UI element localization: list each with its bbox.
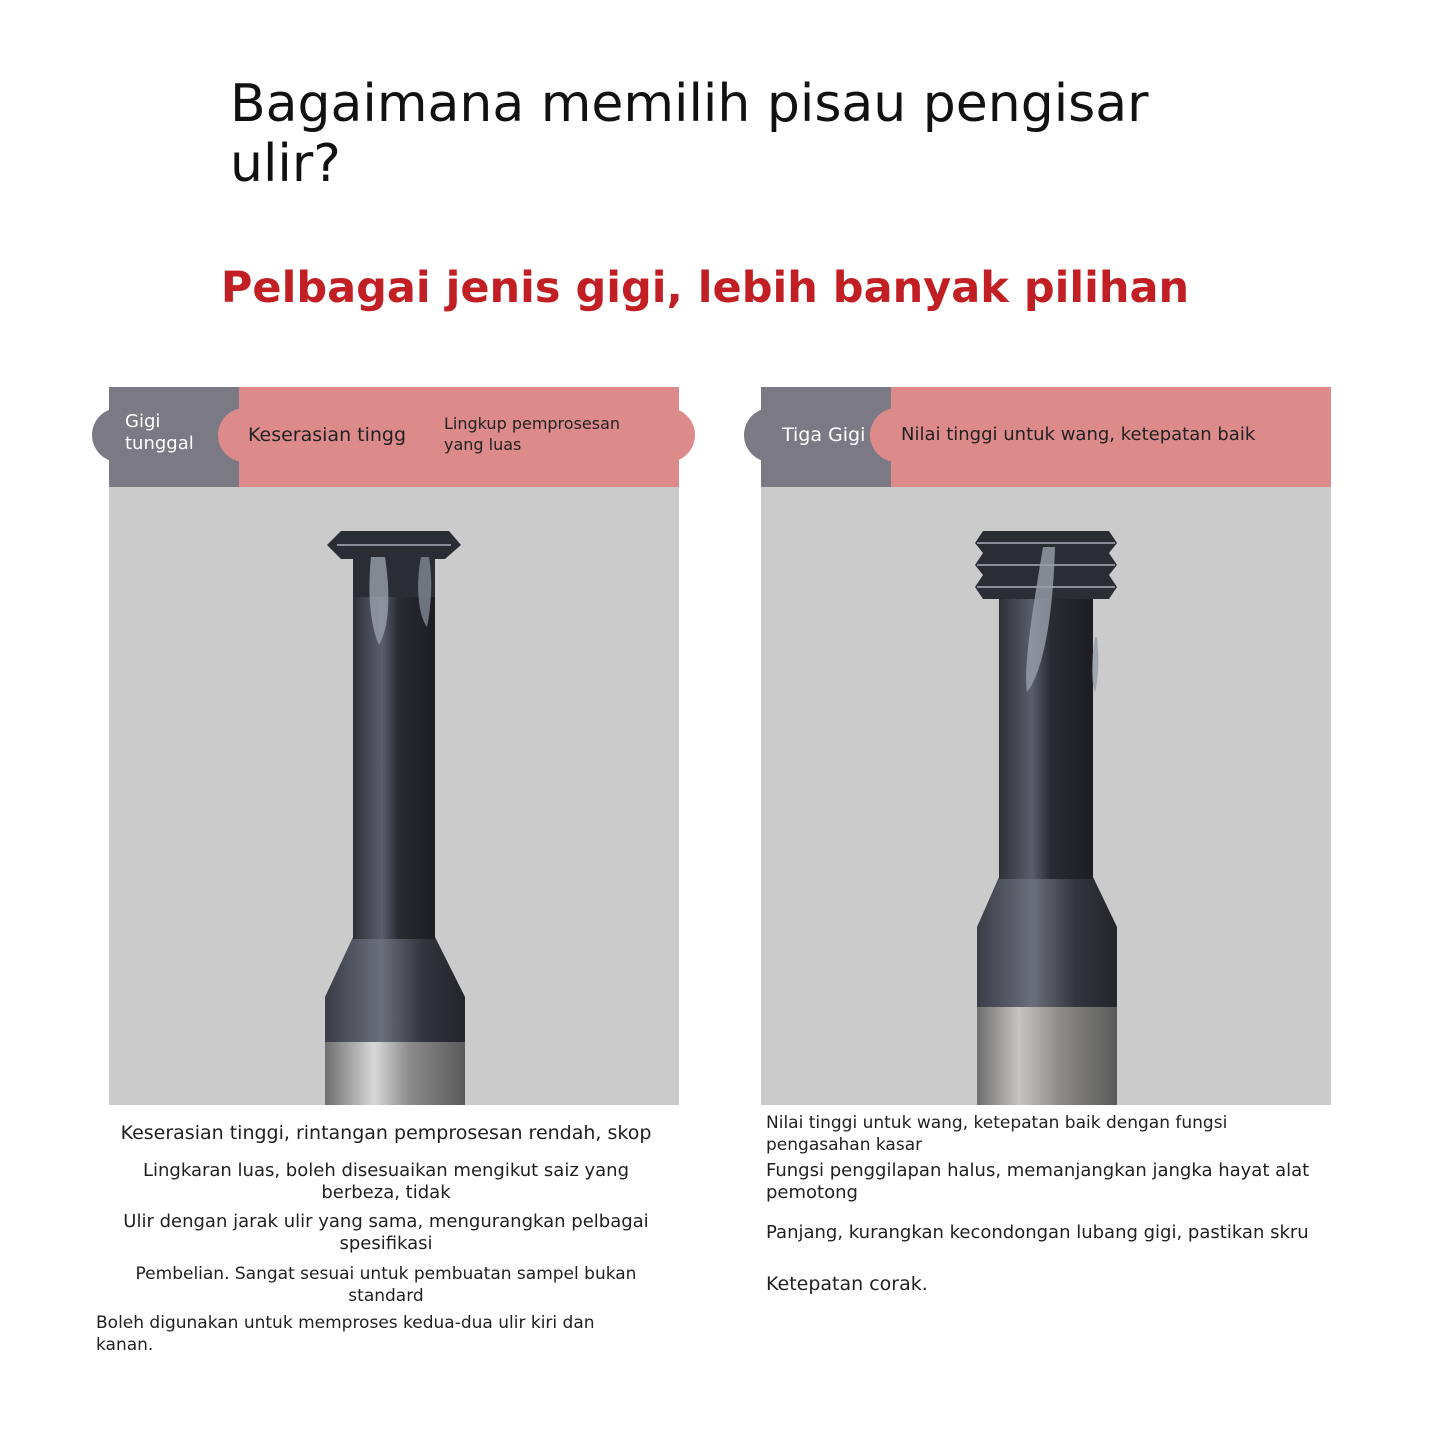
feature-label-1: Keserasian tingg — [248, 424, 407, 446]
left-description-2: Lingkaran luas, boleh disesuaikan mengikut saiz yang berbeza, tidak — [142, 1160, 630, 1203]
three-tooth-panel — [761, 387, 1331, 1105]
right-description-3: Panjang, kurangkan kecondongan lubang gigi, pastikan skru — [766, 1222, 1309, 1243]
single-tooth-thread-mill-image — [109, 487, 679, 1105]
three-tooth-thread-mill-image — [761, 487, 1331, 1105]
feature-label: Nilai tinggi untuk wang, ketepatan baik — [901, 424, 1256, 445]
page-title: Bagaimana memilih pisau pengisar ulir? — [230, 74, 1149, 194]
left-description-5: Boleh digunakan untuk memproses kedua-dua ulir kiri dan kanan. — [96, 1313, 595, 1355]
left-description-3: Ulir dengan jarak ulir yang sama, mengurangkan pelbagai spesifikasi — [123, 1211, 649, 1254]
type-label: Tiga Gigi — [782, 424, 866, 446]
right-description-1: Nilai tinggi untuk wang, ketepatan baik dengan fungsi pengasahan kasar — [766, 1113, 1228, 1155]
right-description-2: Fungsi penggilapan halus, memanjangkan jangka hayat alat pemotong — [766, 1160, 1310, 1203]
type-label: Gigi tunggal — [125, 411, 194, 454]
page-subtitle: Pelbagai jenis gigi, lebih banyak pilihan — [220, 263, 1190, 313]
left-description-1: Keserasian tinggi, rintangan pemprosesan rendah, skop — [120, 1122, 652, 1144]
single-tooth-panel — [109, 387, 679, 1105]
left-description-4: Pembelian. Sangat sesuai untuk pembuatan sampel bukan standard — [135, 1264, 637, 1306]
feature-label-2: Lingkup pemprosesan yang luas — [444, 414, 621, 454]
right-description-4: Ketepatan corak. — [766, 1273, 928, 1295]
